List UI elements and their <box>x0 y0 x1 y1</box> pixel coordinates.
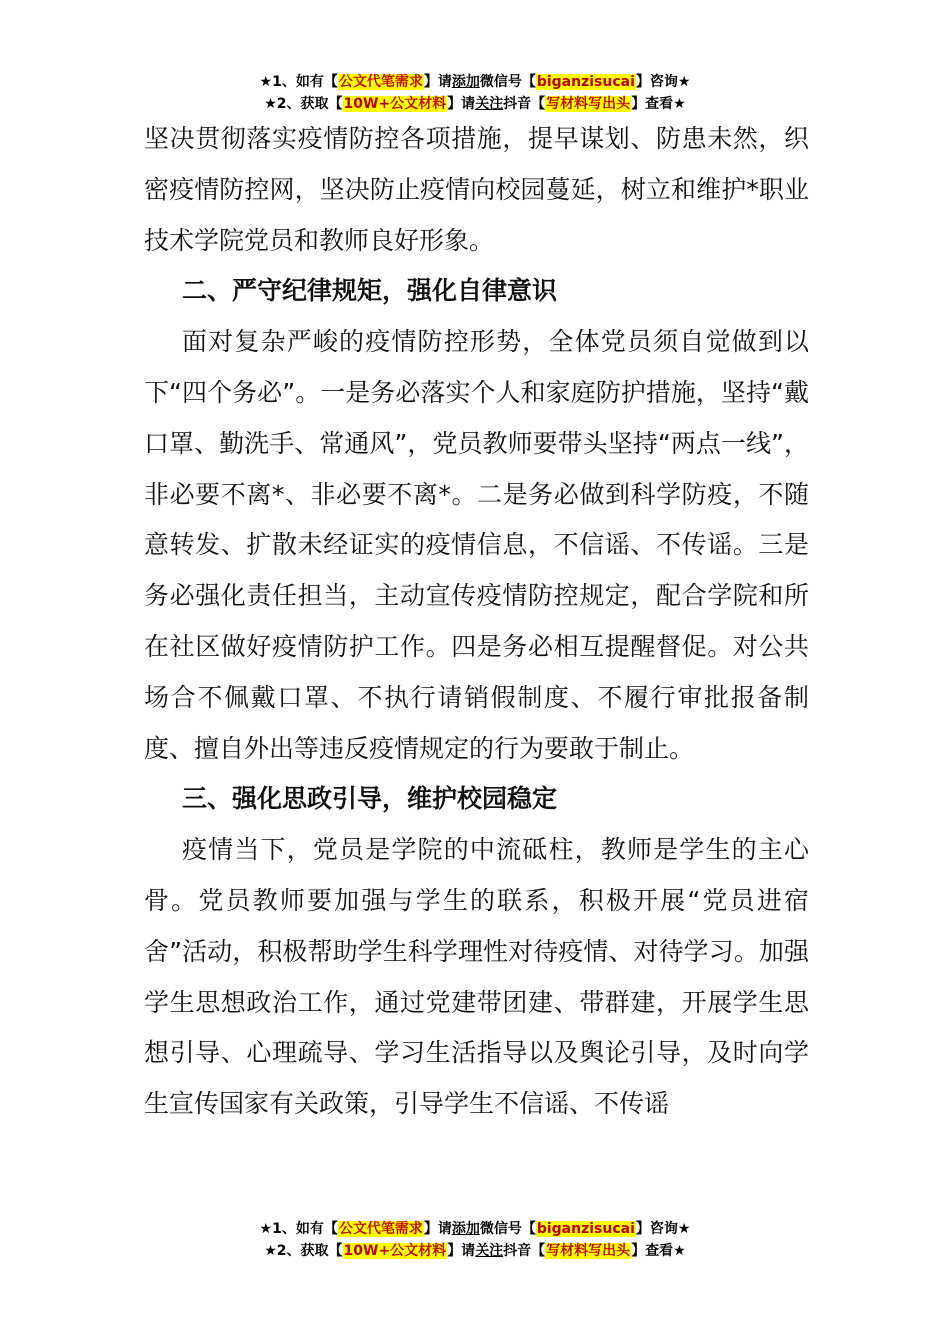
promo-line-1 <box>0 71 950 93</box>
promo-text: 微信号【 <box>479 74 536 90</box>
promo-line-1 <box>0 1218 950 1240</box>
promo-underlined: 添加 <box>451 1221 480 1237</box>
promo-text: ★2、获取【 <box>264 1243 343 1259</box>
footer-promo-banner <box>0 1218 950 1262</box>
section-3-paragraph: 疫情当下，党员是学院的中流砥柱，教师是学生的主心骨。党员教师要加强与学生的联系，积极开展“党员进宿舍”活动，积极帮助学生科学理性对待疫情、对待学习。加强学生思想政治工作，通过党建带团建、带群建，开展学生思想引导、心理疏导、学习生活指导以及舆论引导，及时向学生宣传国家有关政策，引导学生不信谣、不传谣 <box>144 835 809 1119</box>
promo-line-2 <box>0 1240 950 1262</box>
section-heading-3: 三、强化思政引导，维护校园稳定 <box>182 784 558 814</box>
promo-text: 】请 <box>423 1221 452 1237</box>
promo-text: 】咨询★ <box>635 74 691 90</box>
promo-highlight: 10W+公文材料 <box>343 96 447 112</box>
promo-underlined: 关注 <box>475 1243 504 1259</box>
promo-text: 】请 <box>423 74 452 90</box>
promo-text: 】请 <box>447 1243 476 1259</box>
promo-highlight-douyin-id: 写材料写出头 <box>546 1243 631 1259</box>
section-2-paragraph: 面对复杂严峻的疫情防控形势，全体党员须自觉做到以下“四个务必”。一是务必落实个人和家庭防护措施，坚持“戴口罩、勤洗手、常通风”，党员教师要带头坚持“两点一线”，非必要不离*、非必要不离*。二是务必做到科学防疫，不随意转发、扩散未经证实的疫情信息，不信谣、不传谣。三是务必强化责任担当，主动宣传疫情防控规定，配合学院和所在社区做好疫情防护工作。四是务必相互提醒督促。对公共场合不佩戴口罩、不执行请销假制度、不履行审批报备制度、擅自外出等违反疫情规定的行为要敢于制止。 <box>144 327 809 763</box>
promo-underlined: 关注 <box>475 96 504 112</box>
promo-text: 抖音【 <box>503 1243 546 1259</box>
promo-highlight-wechat-id: biganzisucai <box>536 1221 635 1237</box>
continued-paragraph: 坚决贯彻落实疫情防控各项措施，提早谋划、防患未然，织密疫情防控网，坚决防止疫情向校园蔓延，树立和维护*职业技术学院党员和教师良好形象。 <box>144 124 809 255</box>
promo-highlight: 公文代笔需求 <box>338 1221 423 1237</box>
promo-highlight-douyin-id: 写材料写出头 <box>546 96 631 112</box>
document-body <box>144 114 809 1130</box>
promo-highlight: 公文代笔需求 <box>338 74 423 90</box>
promo-text: ★1、如有【 <box>259 1221 338 1237</box>
promo-highlight-wechat-id: biganzisucai <box>536 74 635 90</box>
promo-text: 】咨询★ <box>635 1221 691 1237</box>
section-heading-2: 二、严守纪律规矩，强化自律意识 <box>182 276 558 306</box>
promo-text: 】查看★ <box>631 1243 686 1259</box>
promo-text: 微信号【 <box>479 1221 536 1237</box>
header-promo-banner <box>0 71 950 115</box>
promo-line-2 <box>0 93 950 115</box>
promo-text: ★1、如有【 <box>259 74 338 90</box>
promo-text: ★2、获取【 <box>264 96 343 112</box>
promo-text: 】请 <box>447 96 476 112</box>
promo-text: 抖音【 <box>503 96 546 112</box>
promo-highlight: 10W+公文材料 <box>343 1243 447 1259</box>
promo-underlined: 添加 <box>451 74 480 90</box>
promo-text: 】查看★ <box>631 96 686 112</box>
